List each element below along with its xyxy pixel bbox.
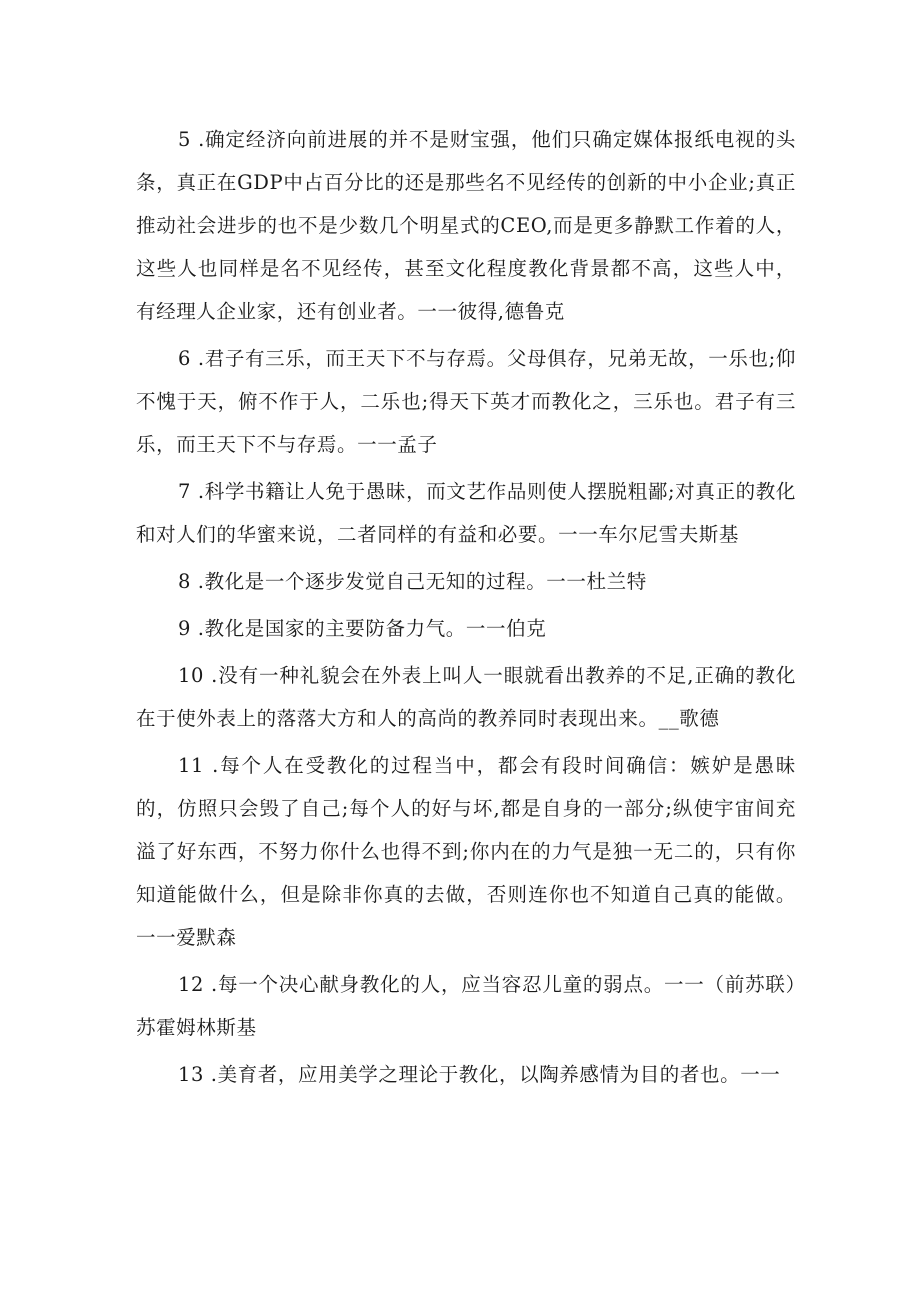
- quote-paragraph-8: 8 .教化是一个逐步发觉自己无知的过程。一一杜兰特: [178, 570, 647, 593]
- quote-paragraph-7: 7 .科学书籍让人免于愚昧，而文艺作品则使人摆脱粗鄙;对真正的教化和对人们的华蜜来说，二者同样的有益和必要。一一车尔尼雪夫斯基: [136, 480, 796, 546]
- quote-paragraph-12: 12 .每一个决心献身教化的人，应当容忍儿童的弱点。一一（前苏联）苏霍姆林斯基: [136, 973, 796, 1039]
- quote-paragraph-11: 11 .每个人在受教化的过程当中，都会有段时间确信：嫉妒是愚昧的，仿照只会毁了自己;每个人的好与坏,都是自身的一部分;纵使宇宙间充溢了好东西，不努力你什么也得不到;你内在的力气是独一无二的，只有你知道能做什么，但是除非你真的去做，否则连你也不知道自己真的能做。一一爱默森: [136, 754, 796, 949]
- quote-paragraph-6: 6 .君子有三乐，而王天下不与存焉。父母俱存，兄弟无故，一乐也;仰不愧于天，俯不作于人，二乐也;得天下英才而教化之，三乐也。君子有三乐，而王天下不与存焉。一一孟子: [136, 347, 796, 456]
- quote-paragraph-13: 13 .美育者，应用美学之理论于教化，以陶养感情为目的者也。一一: [178, 1063, 781, 1086]
- quote-paragraph-10: 10 .没有一种礼貌会在外表上叫人一眼就看出教养的不足,正确的教化在于使外表上的落落大方和人的高尚的教养同时表现出来。__歌德: [136, 664, 796, 730]
- quote-paragraph-9: 9 .教化是国家的主要防备力气。一一伯克: [178, 617, 547, 640]
- document-body: [136, 118, 796, 1100]
- quote-paragraph-5: 5 .确定经济向前进展的并不是财宝强，他们只确定媒体报纸电视的头条，真正在GDP中占百分比的还是那些名不见经传的创新的中小企业;真正推动社会进步的也不是少数几个明星式的CEO,而是更多静默工作着的人，这些人也同样是名不见经传，甚至文化程度教化背景都不高，这些人中，有经理人企业家，还有创业者。一一彼得,德鲁克: [136, 128, 796, 323]
